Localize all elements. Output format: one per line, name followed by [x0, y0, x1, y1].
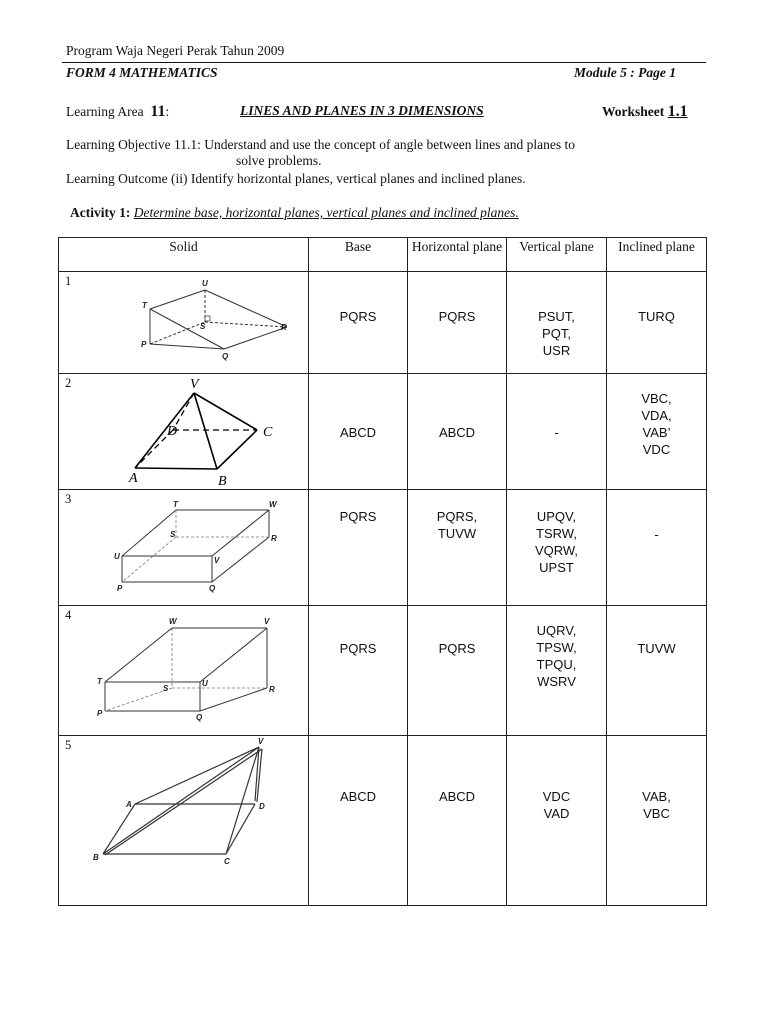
figure-label: T	[142, 301, 147, 310]
cell-text: PSUT, PQT, USR	[538, 309, 575, 358]
figure-label: P	[141, 340, 147, 349]
table-row	[59, 272, 707, 374]
pyramid-figure-5	[59, 736, 309, 906]
learning-area-number: 11	[150, 103, 166, 120]
figure-label: D	[167, 424, 178, 439]
learning-area	[66, 103, 169, 121]
cell-text: ABCD	[339, 425, 377, 440]
figure-label: P	[117, 584, 123, 593]
vertical-cell	[507, 490, 607, 606]
figure-label: A	[129, 471, 138, 486]
base-cell	[309, 606, 408, 736]
cuboid-figure-3	[59, 490, 309, 606]
base-cell	[309, 490, 408, 606]
row-number: 4	[65, 608, 72, 622]
header-rule	[62, 62, 706, 63]
cell-text: TUVW	[637, 641, 676, 656]
inclined-cell	[607, 736, 707, 906]
figure-label: Q	[209, 584, 216, 593]
row-number: 3	[65, 492, 72, 506]
figure-label: Q	[222, 352, 229, 361]
cell-text: PQRS	[438, 641, 476, 656]
base-cell	[309, 272, 408, 374]
horizontal-cell	[408, 272, 507, 374]
row-number: 5	[65, 738, 72, 752]
figure-label: R	[271, 534, 277, 543]
figure-label: C	[224, 857, 230, 866]
figure-label: V	[190, 377, 199, 392]
table-row	[59, 374, 707, 490]
learning-area-title: LINES AND PLANES IN 3 DIMENSIONS	[240, 103, 484, 118]
cell-text: PQRS	[339, 509, 377, 524]
figure-label: C	[263, 425, 273, 440]
figure-label: A	[126, 800, 132, 809]
table-row	[59, 736, 707, 906]
figure-label: W	[269, 500, 277, 509]
horizontal-cell	[408, 606, 507, 736]
figure-label: U	[202, 279, 208, 288]
cuboid-figure-4	[59, 606, 309, 736]
figure-label: U	[114, 552, 120, 561]
figure-label: V	[264, 617, 270, 626]
vertical-cell	[507, 272, 607, 374]
cell-text: -	[554, 425, 559, 440]
header-horizontal: Horizontal plane	[408, 238, 507, 272]
vertical-cell	[507, 606, 607, 736]
inclined-cell	[607, 272, 707, 374]
table-row	[59, 490, 707, 606]
header-base: Base	[309, 238, 408, 272]
pyramid-figure	[59, 374, 309, 490]
vertical-cell	[507, 736, 607, 906]
figure-label: S	[163, 684, 169, 693]
figure-label: R	[269, 685, 275, 694]
learning-outcome: Learning Outcome (ii) Identify horizontal planes, vertical planes and inclined planes.	[66, 171, 526, 186]
activity	[70, 205, 519, 221]
figure-label: Q	[196, 713, 203, 722]
planes-table	[58, 237, 707, 906]
inclined-cell	[607, 490, 707, 606]
solid-cell	[59, 374, 309, 490]
inclined-cell	[607, 606, 707, 736]
cell-text: PQRS	[438, 309, 476, 324]
figure-label: T	[173, 500, 178, 509]
cell-text: VAB, VBC	[642, 789, 671, 821]
figure-label: V	[214, 556, 220, 565]
horizontal-cell	[408, 736, 507, 906]
figure-label: R	[281, 323, 287, 332]
table-row	[59, 606, 707, 736]
cell-text: ABCD	[438, 425, 476, 440]
activity-text: Determine base, horizontal planes, vertical planes and inclined planes.	[133, 205, 519, 220]
figure-label: S	[170, 530, 176, 539]
cell-text: TURQ	[638, 309, 675, 324]
solid-cell	[59, 606, 309, 736]
figure-label: S	[200, 322, 206, 331]
figure-label: W	[169, 617, 177, 626]
inclined-cell	[607, 374, 707, 490]
module-page: Module 5 : Page 1	[574, 65, 676, 80]
solid-cell	[59, 736, 309, 906]
cell-text: ABCD	[339, 789, 377, 804]
header-solid: Solid	[59, 238, 309, 272]
header-vertical: Vertical plane	[507, 238, 607, 272]
figure-label: U	[202, 679, 208, 688]
horizontal-cell	[408, 490, 507, 606]
vertical-cell	[507, 374, 607, 490]
header-inclined: Inclined plane	[607, 238, 707, 272]
solid-cell	[59, 490, 309, 606]
table-header-row	[59, 238, 707, 272]
prism-figure-1	[59, 272, 309, 374]
figure-label: B	[93, 853, 99, 862]
cell-text: UQRV, TPSW, TPQU, WSRV	[536, 623, 577, 689]
cell-text: ABCD	[438, 789, 476, 804]
row-number: 1	[65, 274, 72, 288]
worksheet	[602, 103, 688, 121]
cell-text: PQRS, TUVW	[436, 509, 478, 541]
learning-area-colon: :	[165, 104, 170, 119]
activity-label: Activity 1:	[70, 205, 131, 220]
program-header: Program Waja Negeri Perak Tahun 2009	[66, 43, 285, 58]
cell-text: VDC VAD	[542, 789, 571, 821]
cell-text: PQRS	[339, 641, 377, 656]
cell-text: VBC, VDA, VAB’ VDC	[641, 391, 672, 457]
learning-objective: Learning Objective 11.1: Understand and use the concept of angle between lines and planes to	[66, 137, 575, 152]
figure-label: V	[258, 737, 264, 746]
base-cell	[309, 736, 408, 906]
cell-text: -	[654, 527, 659, 542]
figure-label: D	[259, 802, 265, 811]
cell-text: PQRS	[339, 309, 377, 324]
figure-label: P	[97, 709, 103, 718]
figure-label: B	[218, 474, 227, 489]
horizontal-cell	[408, 374, 507, 490]
solid-cell	[59, 272, 309, 374]
form-title: FORM 4 MATHEMATICS	[66, 65, 218, 80]
learning-area-label: Learning Area	[66, 104, 144, 119]
cell-text: UPQV, TSRW, VQRW, UPST	[534, 509, 579, 575]
worksheet-number: 1.1	[667, 103, 688, 120]
base-cell	[309, 374, 408, 490]
learning-objective-cont: solve problems.	[236, 153, 322, 168]
row-number: 2	[65, 376, 72, 390]
figure-label: T	[97, 677, 102, 686]
worksheet-label: Worksheet	[602, 104, 665, 119]
